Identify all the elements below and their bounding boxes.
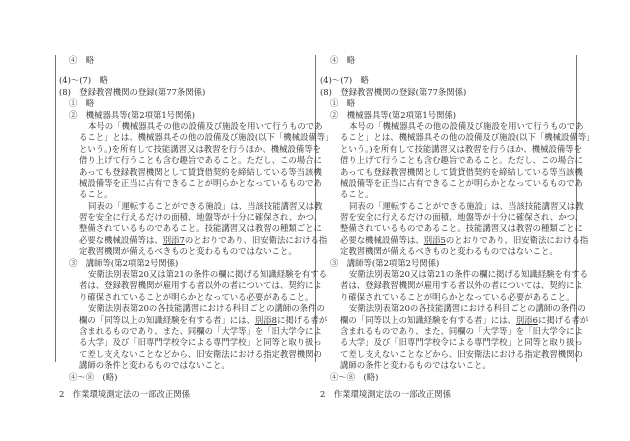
sub-1: ① 略 <box>69 98 95 109</box>
sub-3-paragraph-1: 安衛法別表第20又は第21の条件の欄に掲げる知識経験を有する 者は、登録教習機関が雇用する者以外の者については、契約によ り確保されていることが明らかとなっている必要があること。 <box>340 269 589 302</box>
reference-link[interactable]: 別添8 <box>254 314 277 325</box>
sub-2-paragraph-1: 本号の「機械器具その他の設備及び施設を用いて行うものであ ること」とは、機械器具その他の設備及び施設(以下「機械設備等」 という。)を所有して技能講習又は教習を行うほか、機械設備等を 借り上げて行うことも含む趣旨であること。ただし、この場合に あっても登録教習機関として賃貸借契約を締結している等当該機 械設備等を正当に占有できることが明らかとなっているものであ ること。 <box>340 120 595 200</box>
sub-3-paragraph-1: 安衛法別表第20又は第21の条件の欄に掲げる知識経験を有する 者は、登録教習機関が雇用する者以外の者については、契約によ り確保されていることが明らかとなっている必要があること。 <box>79 269 328 302</box>
sub-3-title: ③ 講師等(第2項第2号関係) <box>69 257 179 268</box>
sub-1: ① 略 <box>330 98 356 109</box>
comparison-table <box>55 55 595 399</box>
sub-2-title: ② 機械器具等(第2項第1号関係) <box>330 109 457 120</box>
column-left <box>59 55 334 400</box>
sub-4-8: ④～⑧ (略) <box>69 371 118 382</box>
sub-2-paragraph-2: 同表の「運転することができる施設」は、当該技能講習又は教 習を安全に行えるだけの面積、地盤等が十分に確保され、かつ、 整備されているものであること。技能講習又は教習の種類ごとに 必要な機械設備等は、別添5のとおりであり、旧安衛法における指 定教習機関が備えるべきものと変わるものではないこと。 <box>340 200 589 257</box>
sub-3-paragraph-2: 安衛法別表第20の各技能講習における科目ごとの講師の条件の 欄の「同等以上の知識経験を有する者」には、別添8に掲げる者が 含まれるものであり、また、同欄の「大学等」を「旧大学令によ る大学」及び「旧専門学校令による専門学校」と同等と取り扱っ て差し支えないことなどから、旧安衛法における指定教習機関の 講師の条件と変わるものではないこと。 <box>79 303 328 371</box>
sub-2-title: ② 機械器具等(第2項第1号関係) <box>69 109 196 120</box>
section-2-heading: 2 作業環境測定法の一部改正関係 <box>59 388 190 399</box>
sub-4-8: ④～⑧ (略) <box>330 371 379 382</box>
sub-3-paragraph-2: 安衛法別表第20の各技能講習における科目ごとの講師の条件の 欄の「同等以上の知識経験を有する者」には、別添6に掲げる者が 含まれるものであり、また、同欄の「大学等」を「旧大学令によ る大学」及び「旧専門学校令による専門学校」と同等と取り扱っ て差し支えないことなどから、旧安衛法における指定教習機関の 講師の条件と変わるものではないこと。 <box>340 303 589 371</box>
reference-link[interactable]: 別添7 <box>162 234 185 245</box>
items-4-7: (4)～(7) 略 <box>59 75 108 86</box>
sub-2-paragraph-2: 同表の「運転することができる施設」は、当該技能講習又は教 習を安全に行えるだけの面積、地盤等が十分に確保され、かつ、 整備されているものであること。技能講習又は教習の種類ごとに 必要な機械設備等は、別添7のとおりであり、旧安衛法における指 定教習機関が備えるべきものと変わるものではないこと。 <box>79 200 328 257</box>
sub-3-title: ③ 講師等(第2項第2号関係) <box>330 257 440 268</box>
item-8-title: (8) 登録教習機関の登録(第77条関係) <box>320 86 467 97</box>
item-4: ④ 略 <box>330 55 356 65</box>
items-4-7: (4)～(7) 略 <box>320 75 369 86</box>
reference-link[interactable]: 別添5 <box>423 234 446 245</box>
item-8-title: (8) 登録教習機関の登録(第77条関係) <box>59 86 206 97</box>
reference-link[interactable]: 別添6 <box>515 314 538 325</box>
sub-2-paragraph-1: 本号の「機械器具その他の設備及び施設を用いて行うものであ ること」とは、機械器具その他の設備及び施設(以下「機械設備等」 という。)を所有して技能講習又は教習を行うほか、機械設備等を 借り上げて行うことも含む趣旨であること。ただし、この場合に あっても登録教習機関として賃貸借契約を締結している等当該機 械設備等を正当に占有できることが明らかとなっているものであ ること。 <box>79 120 334 200</box>
section-2-heading: 2 作業環境測定法の一部改正関係 <box>320 388 451 399</box>
item-4: ④ 略 <box>69 55 95 65</box>
column-right <box>320 55 595 400</box>
